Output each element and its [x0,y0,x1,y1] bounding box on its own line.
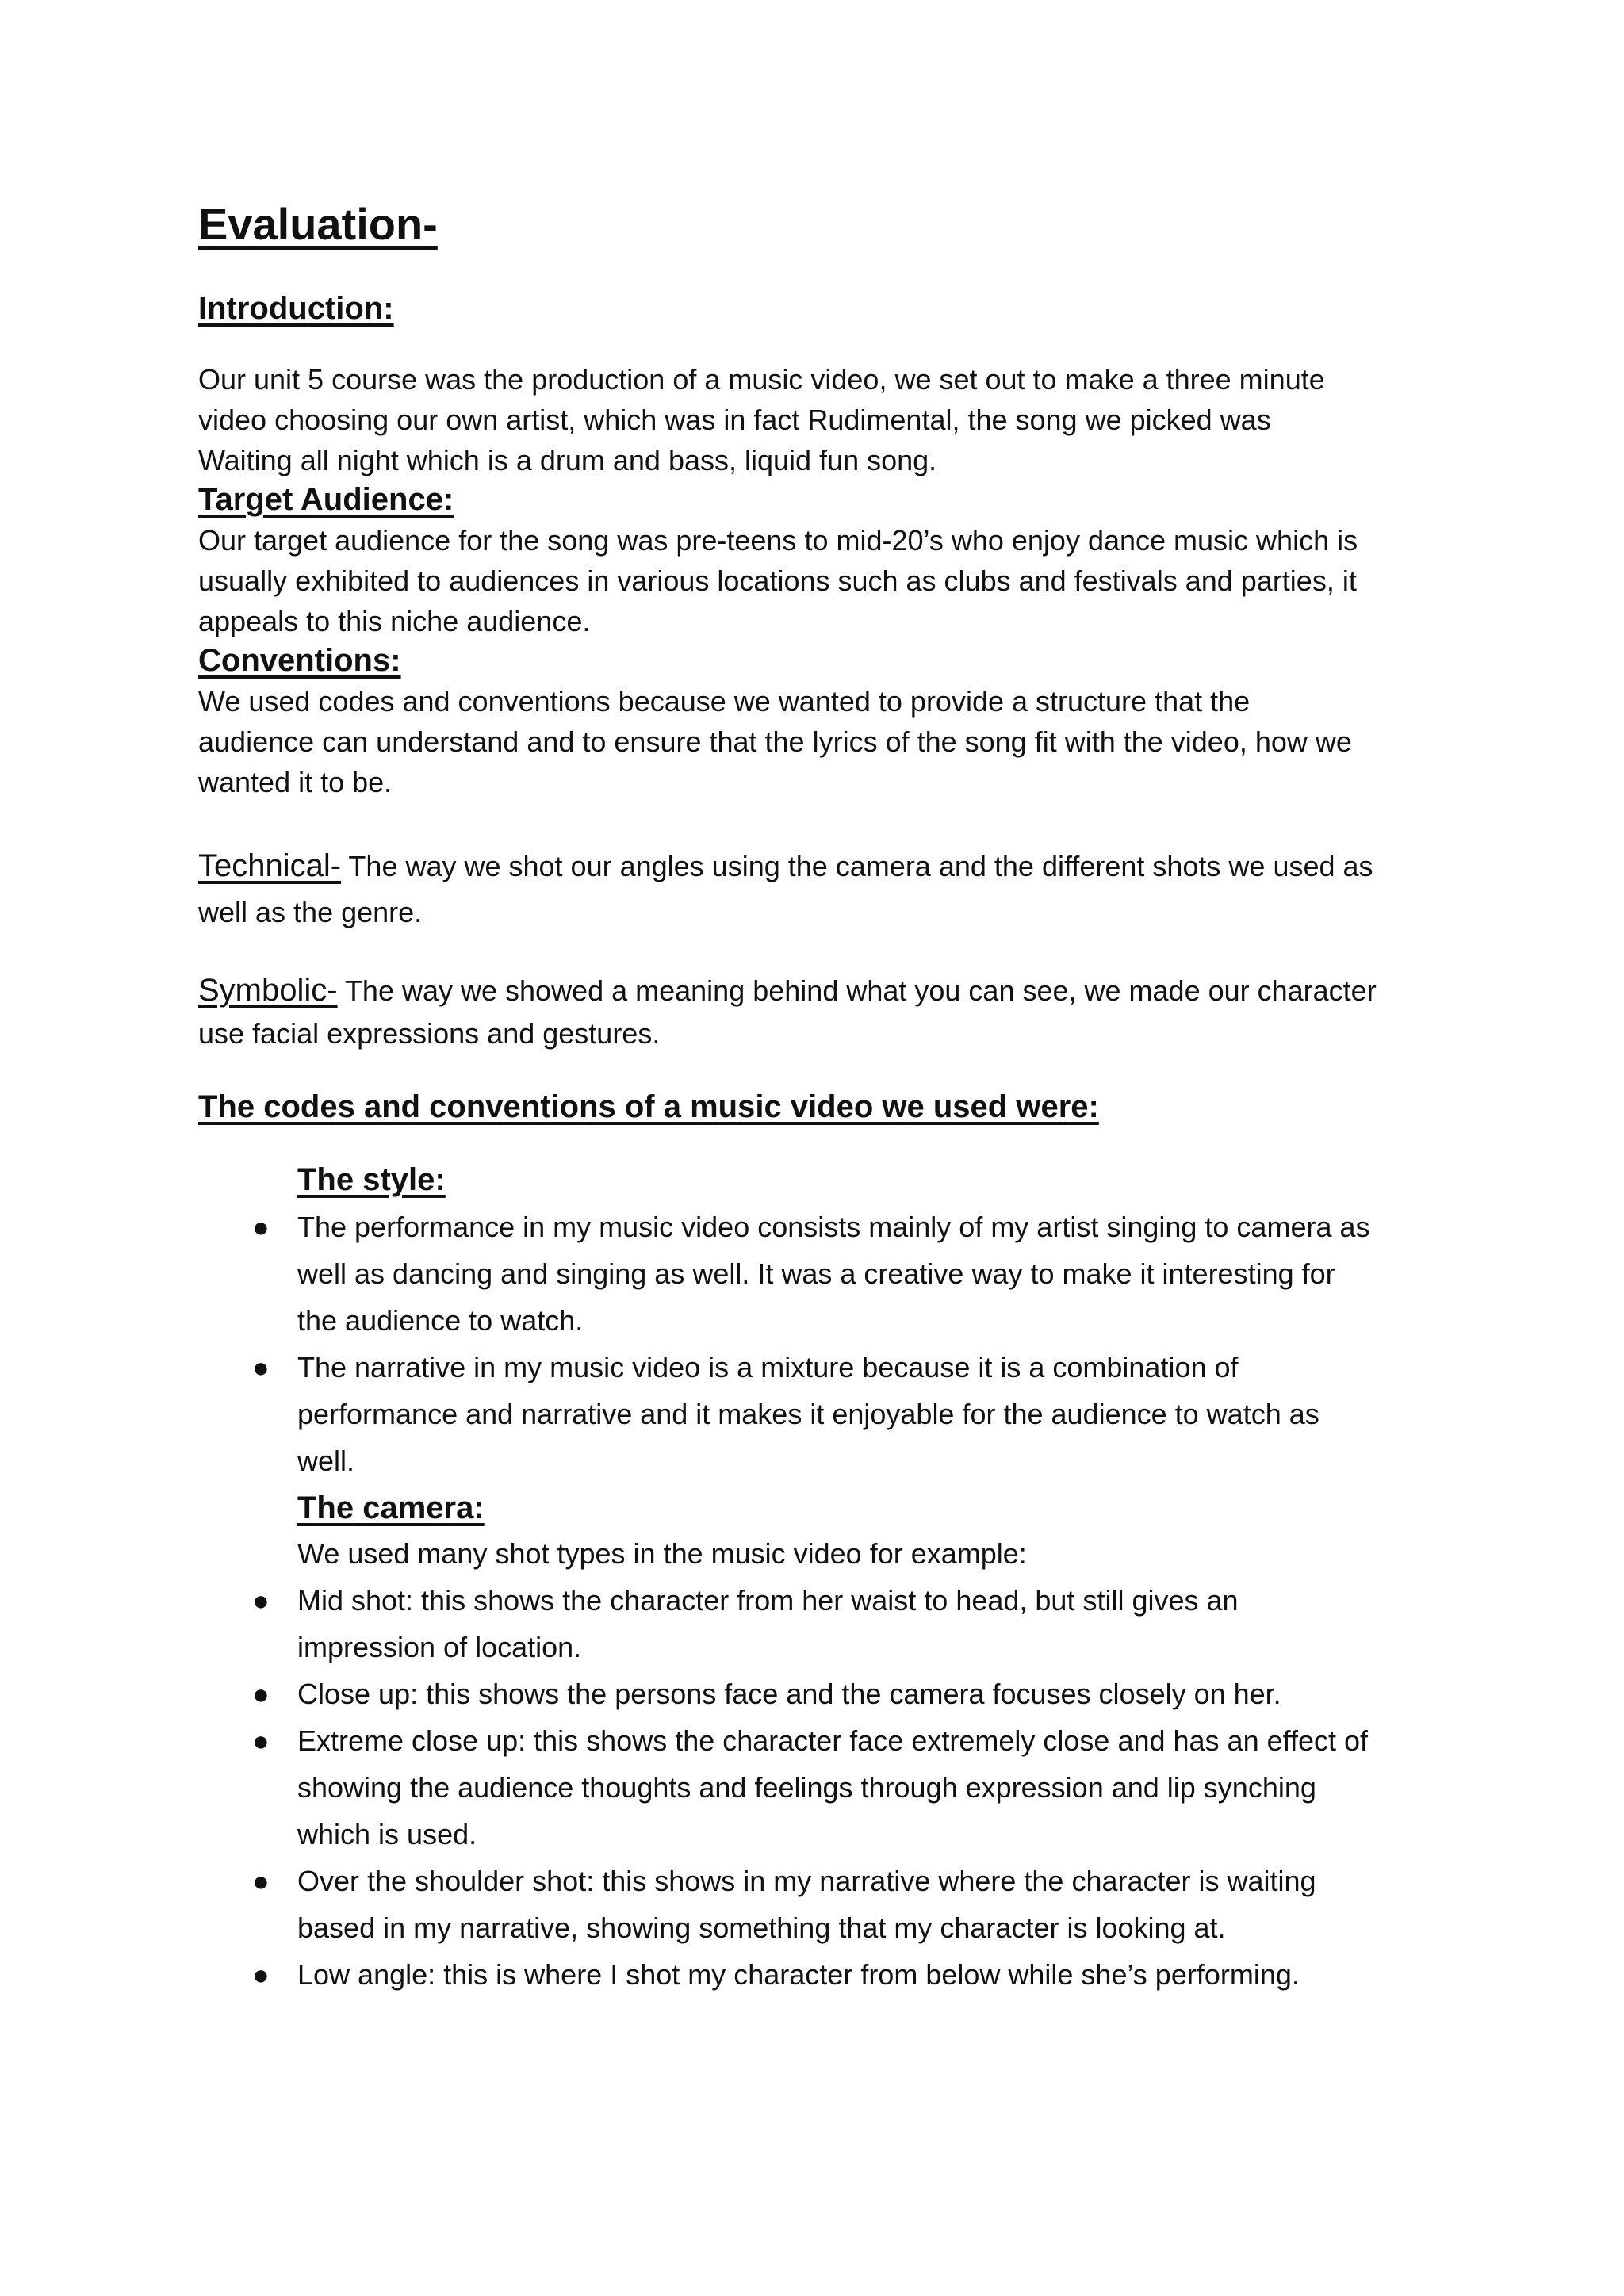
introduction-paragraph [198,359,1435,480]
list-item-line: well. [297,1445,355,1477]
style-bullet-list [198,1203,1435,1484]
conventions-paragraph [198,681,1435,802]
bullet-icon: ● [252,1678,270,1710]
introduction-heading: Introduction: [198,291,394,326]
camera-intro: We used many shot types in the music video for example: [297,1537,1027,1570]
introduction-line: Waiting all night which is a drum and bass, liquid fun song. [198,444,937,476]
list-item [198,1951,1435,1998]
conventions-line: wanted it to be. [198,766,393,798]
technical-paragraph [198,842,1435,935]
conventions-line: We used codes and conventions because we wanted to provide a structure that the [198,685,1251,718]
list-item-line: The performance in my music video consists mainly of my artist singing to camera as [297,1211,1370,1243]
list-item-line: based in my narrative, showing something that my character is looking at. [297,1911,1226,1944]
technical-text-continued: well as the genre. [198,896,423,928]
bullet-icon: ● [252,1211,270,1243]
camera-bullet-list [198,1577,1435,1998]
target-audience-line: appeals to this niche audience. [198,605,591,637]
target-audience-line: Our target audience for the song was pre-teens to mid-20’s who enjoy dance music which is [198,524,1358,557]
technical-label: Technical- [198,848,342,883]
list-item [198,1670,1435,1717]
list-item-line: which is used. [297,1818,477,1850]
list-item-line: performance and narrative and it makes it enjoyable for the audience to watch as [297,1398,1320,1430]
bullet-icon: ● [252,1584,270,1617]
symbolic-paragraph [198,966,1435,1053]
camera-heading: The camera: [297,1490,485,1525]
target-audience-heading: Target Audience: [198,482,454,517]
list-item-line: the audience to watch. [297,1304,584,1337]
target-audience-line: usually exhibited to audiences in various locations such as clubs and festivals and parties, it [198,564,1357,597]
introduction-line: video choosing our own artist, which was in fact Rudimental, the song we picked was [198,404,1271,436]
conventions-heading: Conventions: [198,643,401,678]
bullet-icon: ● [252,1724,270,1757]
list-item [198,1717,1435,1858]
list-item-line: Low angle: this is where I shot my character from below while she’s performing. [297,1958,1300,1991]
list-item-line: Mid shot: this shows the character from her waist to head, but still gives an [297,1584,1239,1617]
document-title: Evaluation- [198,199,438,249]
list-item [198,1577,1435,1670]
symbolic-label: Symbolic- [198,973,338,1008]
list-item-line: Extreme close up: this shows the character face extremely close and has an effect of [297,1724,1369,1757]
technical-text: The way we shot our angles using the camera and the different shots we used as [341,850,1373,882]
introduction-line: Our unit 5 course was the production of a music video, we set out to make a three minute [198,363,1325,396]
list-item-line: showing the audience thoughts and feelings through expression and lip synching [297,1771,1316,1804]
list-item-line: Close up: this shows the persons face and the camera focuses closely on her. [297,1678,1281,1710]
list-item-line: impression of location. [297,1631,582,1663]
conventions-line: audience can understand and to ensure that the lyrics of the song fit with the video, how we [198,725,1352,758]
list-item-line: Over the shoulder shot: this shows in my narrative where the character is waiting [297,1865,1316,1897]
list-item [198,1203,1435,1344]
document-page [198,199,1435,1998]
symbolic-text-continued: use facial expressions and gestures. [198,1017,661,1050]
bullet-icon: ● [252,1958,270,1991]
bullet-icon: ● [252,1351,270,1383]
style-heading: The style: [297,1162,446,1197]
list-item-line: The narrative in my music video is a mixture because it is a combination of [297,1351,1239,1383]
bullet-icon: ● [252,1865,270,1897]
symbolic-text: The way we showed a meaning behind what you can see, we made our character [337,974,1377,1007]
list-item [198,1344,1435,1484]
codes-conventions-heading: The codes and conventions of a music video we used were: [198,1089,1099,1124]
list-item-line: well as dancing and singing as well. It was a creative way to make it interesting for [297,1257,1335,1290]
list-item [198,1858,1435,1951]
target-audience-paragraph [198,520,1435,641]
